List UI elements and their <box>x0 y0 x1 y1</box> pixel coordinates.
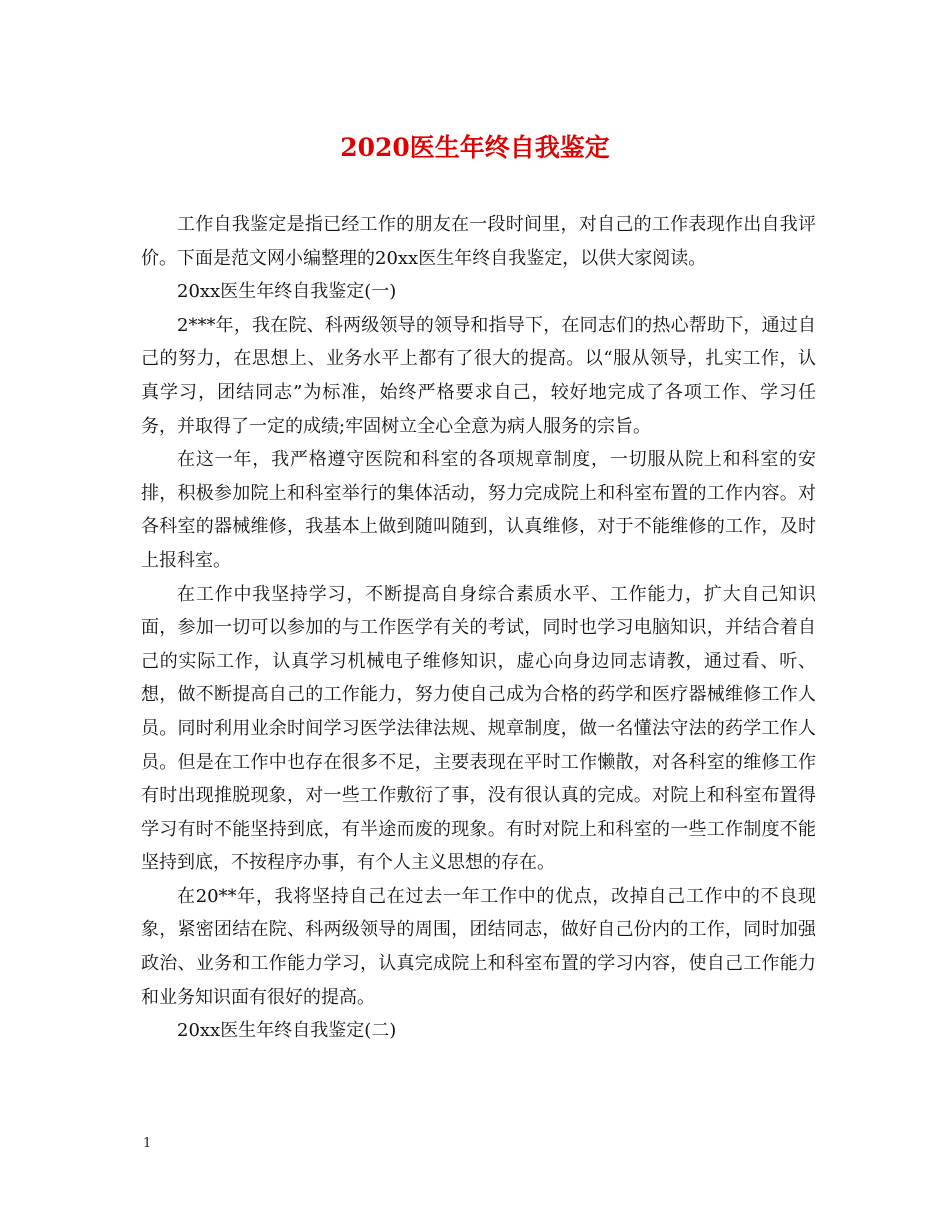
body-paragraph: 在工作中我坚持学习，不断提高自身综合素质水平、工作能力，扩大自己知识面，参加一切可以参加的与工作医学有关的考试，同时也学习电脑知识，并结合着自己的实际工作，认真学习机械电子维修知识，虚心向身边同志请教，通过看、听、想，做不断提高自己的工作能力，努力使自己成为合格的药学和医疗器械维修工作人员。同时利用业余时间学习医学法律法规、规章制度，做一名懂法守法的药学工作人员。但是在工作中也存在很多不足，主要表现在平时工作懒散，对各科室的维修工作有时出现推脱现象，对一些工作敷衍了事，没有很认真的完成。对院上和科室布置得学习有时不能坚持到底，有半途而废的现象。有时对院上和科室的一些工作制度不能坚持到底，不按程序办事，有个人主义思想的存在。 <box>141 583 816 874</box>
intro-paragraph: 工作自我鉴定是指已经工作的朋友在一段时间里，对自己的工作表现作出自我评价。下面是范文网小编整理的20xx医生年终自我鉴定，以供大家阅读。 <box>141 214 816 269</box>
document-title: 2020医生年终自我鉴定 <box>340 133 610 162</box>
page-number: 1 <box>143 1136 152 1151</box>
body-paragraph: 在这一年，我严格遵守医院和科室的各项规章制度，一切服从院上和科室的安排，积极参加院上和科室举行的集体活动，努力完成院上和科室布置的工作内容。对各科室的器械维修，我基本上做到随叫随到，认真维修，对于不能维修的工作，及时上报科室。 <box>141 449 816 571</box>
section-heading-1: 20xx医生年终自我鉴定(一) <box>177 281 397 303</box>
body-paragraph: 2***年，我在院、科两级领导的领导和指导下，在同志们的热心帮助下，通过自己的努力，在思想上、业务水平上都有了很大的提高。以“服从领导，扎实工作，认真学习，团结同志”为标准，始终严格要求自己，较好地完成了各项工作、学习任务，并取得了一定的成绩;牢固树立全心全意为病人服务的宗旨。 <box>141 314 816 437</box>
section-heading-2: 20xx医生年终自我鉴定(二) <box>177 1020 397 1042</box>
document-body <box>141 208 816 1048</box>
body-paragraph: 在20**年，我将坚持自己在过去一年工作中的优点，改掉自己工作中的不良现象，紧密团结在院、科两级领导的周围，团结同志，做好自己份内的工作，同时加强政治、业务和工作能力学习，认真完成院上和科室布置的学习内容，使自己工作能力和业务知识面有很好的提高。 <box>141 885 816 1008</box>
